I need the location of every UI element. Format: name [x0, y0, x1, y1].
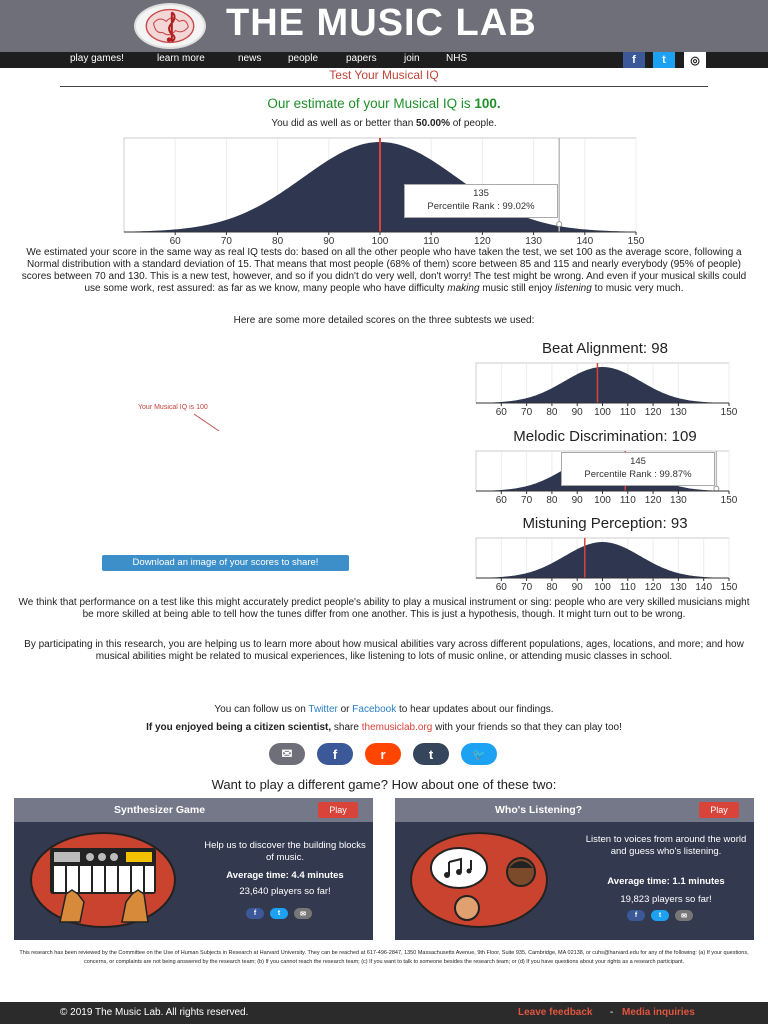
musical-iq-chart[interactable]	[124, 138, 650, 246]
avg-time-label: Average time:	[226, 870, 289, 881]
avg-time-value: 4.4 minutes	[291, 870, 344, 881]
x-tick-label: 80	[546, 495, 558, 506]
explanation-text-1: We estimated your score in the same way as real IQ tests do: based on all the other people who have taken the test, we set 100 as the average score, following a Normal distribution with a standard deviation of 15. That means that most people (68% of them) score between 85 and 115 and nearly everybody (95% of people) scores between 70 and 130. This is a new test, however, and so if you didn't do very well, don't worry! The test might be wrong. And even if your musical skills could use some work, rest assured: as far as we know, many people who have difficulty	[21, 247, 747, 294]
percentile-suffix: of people.	[449, 118, 497, 129]
hypothesis-paragraph: We think that performance on a test like this might accurately predict people's ability to play a musical instrument or sing: people who are very skilled musicians might be more skilled at being able to tell how the tunes differ from one another. This is just a hypothesis, though. It might turn out to be wrong.	[18, 597, 750, 620]
explanation-text-3: to music very much.	[591, 283, 684, 294]
x-tick-label: 70	[521, 582, 533, 593]
melodic-tooltip-label: Percentile Rank : 99.87%	[584, 469, 692, 480]
x-tick-label: 90	[571, 407, 583, 418]
x-tick-label: 80	[546, 407, 558, 418]
x-tick-label: 80	[272, 236, 284, 247]
citizen-suffix: with your friends so that they can play too!	[432, 722, 622, 733]
facebook-link[interactable]: Facebook	[352, 704, 397, 715]
x-tick-label: 150	[720, 407, 738, 418]
card-description: Help us to discover the building blocks of music.	[204, 840, 366, 863]
caption-pointer-line	[192, 412, 222, 434]
tooltip-label: Percentile Rank : 99.02%	[427, 201, 535, 212]
card-title: Who's Listening?	[495, 804, 583, 816]
leave-feedback-link[interactable]: Leave feedback	[518, 1007, 593, 1018]
x-tick-label: 150	[720, 582, 738, 593]
twitter-icon[interactable]: t	[653, 52, 675, 68]
nav-play-games[interactable]: play games!	[70, 53, 124, 64]
card-twitter-icon[interactable]: t	[270, 908, 288, 919]
x-tick-label: 120	[644, 407, 662, 418]
follow-prefix: You can follow us on	[214, 704, 309, 715]
instagram-icon[interactable]: ◎	[684, 52, 706, 68]
card-title: Synthesizer Game	[114, 804, 206, 816]
card-email-icon[interactable]: ✉	[294, 908, 312, 919]
more-games-heading: Want to play a different game? How about one of these two:	[211, 777, 557, 792]
card-players: 23,640 players so far!	[239, 886, 331, 897]
footer-separator: -	[610, 1007, 614, 1018]
tumblr-share-icon[interactable]: t	[413, 743, 449, 765]
whos-listening-illustration-icon	[409, 832, 549, 928]
citizen-scientist-line	[18, 722, 750, 734]
x-tick-label: 100	[594, 407, 611, 418]
melodic-tooltip	[561, 452, 715, 486]
x-tick-label: 110	[619, 582, 636, 593]
card-facebook-icon[interactable]: f	[246, 908, 264, 919]
card-average-time	[581, 876, 751, 888]
play-whos-listening-button[interactable]: Play	[699, 802, 739, 818]
facebook-share-icon[interactable]: f	[317, 743, 353, 765]
tooltip-value: 135	[473, 188, 489, 199]
twitter-link[interactable]: Twitter	[308, 704, 338, 715]
participating-paragraph: By participating in this research, you are helping us to learn more about how musical abilities vary across different populations, ages, locations, and more; and how musical abilities might be related to musical experiences, like listening to lots of music online, or attending music classes in school.	[24, 639, 744, 662]
site-footer	[0, 1002, 768, 1024]
percentile-value: 50.00%	[416, 118, 450, 129]
nav-bar	[0, 52, 768, 68]
x-tick-label: 110	[619, 495, 636, 506]
x-tick-label: 100	[594, 582, 611, 593]
x-tick-label: 130	[670, 582, 687, 593]
card-share-icons	[246, 908, 312, 919]
x-tick-label: 130	[670, 495, 687, 506]
hover-point	[714, 486, 719, 491]
x-tick-label: 60	[495, 582, 507, 593]
reddit-share-icon[interactable]: r	[365, 743, 401, 765]
beat-alignment-title: Beat Alignment: 98	[542, 340, 668, 357]
card-header	[14, 798, 373, 822]
site-title: THE MUSIC LAB	[226, 2, 537, 44]
subtests-intro: Here are some more detailed scores on the three subtests we used:	[233, 315, 535, 326]
iq-caption: Your Musical IQ is 100	[138, 404, 208, 411]
nav-news[interactable]: news	[238, 53, 262, 64]
divider	[60, 86, 708, 87]
nav-people[interactable]: people	[288, 53, 319, 64]
explanation-making: making	[447, 283, 480, 294]
site-header	[0, 0, 768, 52]
x-tick-label: 140	[576, 236, 594, 247]
x-tick-label: 150	[627, 236, 645, 247]
melodic-tooltip-value: 145	[630, 456, 646, 467]
x-tick-label: 90	[323, 236, 335, 247]
x-tick-label: 90	[571, 582, 583, 593]
card-twitter-icon[interactable]: t	[651, 910, 669, 921]
x-tick-label: 60	[169, 236, 181, 247]
game-card-whos-listening	[395, 798, 754, 940]
x-tick-label: 60	[495, 407, 507, 418]
x-tick-label: 70	[521, 407, 533, 418]
iq-estimate-text: Our estimate of your Musical IQ is	[267, 96, 475, 111]
play-synthesizer-button[interactable]: Play	[318, 802, 358, 818]
follow-us-line	[18, 704, 750, 716]
x-tick-label: 120	[644, 582, 662, 593]
explanation-listening: listening	[555, 283, 592, 294]
percentile-summary	[0, 118, 768, 129]
x-tick-label: 90	[571, 495, 583, 506]
avg-time-label: Average time:	[607, 876, 670, 887]
card-players: 19,823 players so far!	[620, 894, 712, 905]
music-lab-logo[interactable]	[134, 3, 206, 49]
facebook-icon[interactable]: f	[623, 52, 645, 68]
x-tick-label: 150	[720, 495, 738, 506]
iq-estimate	[0, 96, 768, 111]
card-facebook-icon[interactable]: f	[627, 910, 645, 921]
mistuning-perception-chart[interactable]	[476, 538, 738, 592]
x-tick-label: 120	[474, 236, 491, 247]
explanation-paragraph	[18, 247, 750, 295]
irb-disclaimer: This research has been reviewed by the Committee on the Use of Human Subjects in Research at Harvard University. They can be reached at 617-496-2847, 1350 Massachusetts Avenue, 9th Floor, Suite 935, Cambridge, MA 02138, or cuhs@harvard.edu for any of the following: (a) If your questions, concerns, or complaints are not being answered by the research team; (b) If you cannot reach the research team; (c) If you want to talk to someone besides the research team; or (d) If you have questions about your rights as a research participant.	[19, 950, 749, 965]
x-tick-label: 60	[495, 495, 507, 506]
melodic-discrimination-title: Melodic Discrimination: 109	[513, 428, 697, 445]
synthesizer-illustration-icon	[30, 832, 176, 928]
card-average-time	[200, 870, 370, 882]
x-tick-label: 80	[546, 582, 558, 593]
citizen-share: share	[331, 722, 362, 733]
twitter-share-icon[interactable]: 🐦	[461, 743, 497, 765]
x-tick-label: 70	[220, 236, 232, 247]
x-tick-label: 140	[695, 582, 713, 593]
percentile-prefix: You did as well as or better than	[271, 118, 417, 129]
citizen-bold: If you enjoyed being a citizen scientist,	[146, 722, 332, 733]
card-share-icons	[627, 910, 693, 921]
chart-tooltip	[404, 184, 558, 218]
page-subtitle: Test Your Musical IQ	[329, 68, 439, 82]
hover-point	[557, 222, 562, 227]
card-email-icon[interactable]: ✉	[675, 910, 693, 921]
copyright: © 2019 The Music Lab. All rights reserved.	[60, 1007, 249, 1018]
download-scores-button[interactable]: Download an image of your scores to share!	[102, 555, 349, 571]
x-tick-label: 110	[619, 407, 636, 418]
site-link[interactable]: themusiclab.org	[361, 722, 433, 733]
x-tick-label: 100	[594, 495, 611, 506]
follow-suffix: to hear updates about our findings.	[396, 704, 554, 715]
x-tick-label: 120	[644, 495, 662, 506]
explanation-text-2: music still enjoy	[479, 283, 556, 294]
avg-time-value: 1.1 minutes	[672, 876, 725, 887]
email-share-icon[interactable]: ✉	[269, 743, 305, 765]
x-tick-label: 100	[371, 236, 389, 247]
iq-estimate-value: 100.	[474, 96, 501, 111]
nav-join[interactable]: join	[404, 53, 420, 64]
x-tick-label: 110	[423, 236, 440, 247]
x-tick-label: 70	[521, 495, 533, 506]
treble-brain-icon	[136, 5, 204, 47]
nav-nhs[interactable]: NHS	[446, 53, 468, 64]
x-tick-label: 130	[670, 407, 687, 418]
mistuning-perception-title: Mistuning Perception: 93	[522, 515, 688, 532]
media-inquiries-link[interactable]: Media inquiries	[622, 1007, 695, 1018]
x-tick-label: 130	[525, 236, 542, 247]
card-header	[395, 798, 754, 822]
card-description: Listen to voices from around the world and guess who's listening.	[585, 834, 747, 857]
follow-or: or	[337, 704, 353, 715]
beat-alignment-chart[interactable]	[476, 363, 738, 417]
game-card-synthesizer	[14, 798, 373, 940]
nav-papers[interactable]: papers	[346, 53, 377, 64]
nav-learn-more[interactable]: learn more	[157, 53, 205, 64]
